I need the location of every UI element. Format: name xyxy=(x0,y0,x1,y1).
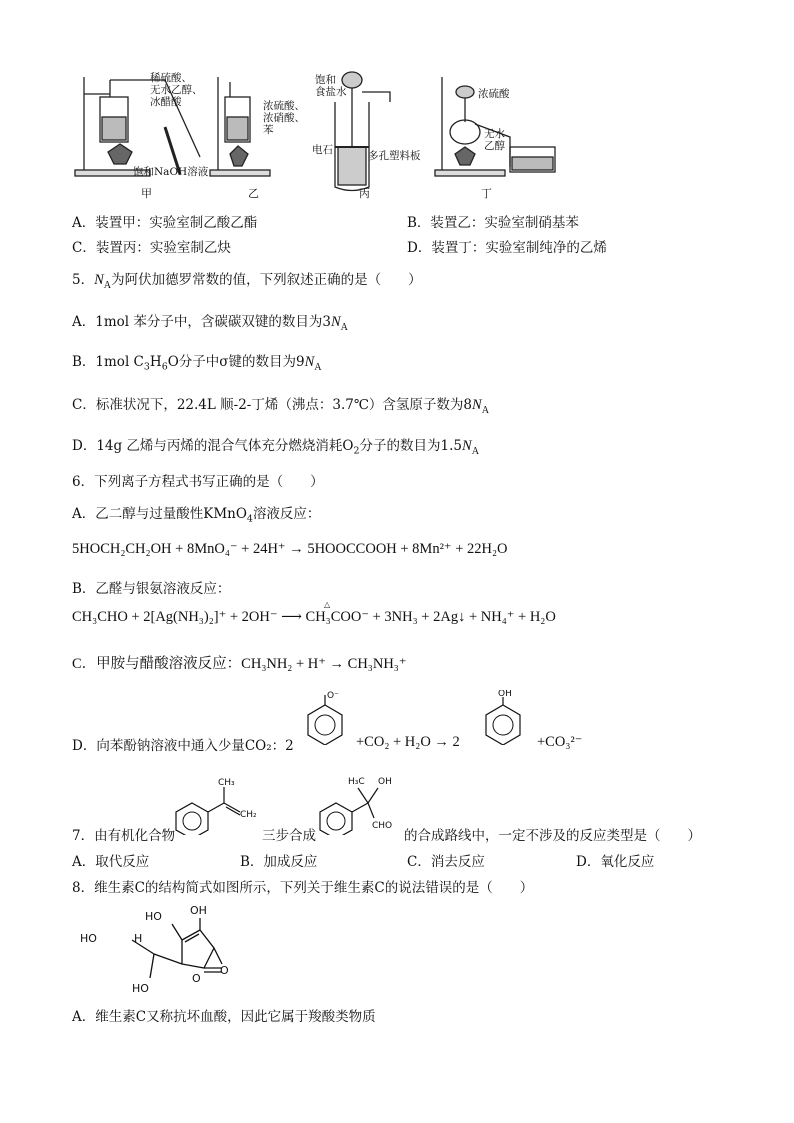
q8-stem: 8．维生素C的结构简式如图所示，下列关于维生素C的说法错误的是（ ） xyxy=(72,880,534,896)
q7-option-a: A．取代反应 xyxy=(72,854,150,870)
q5-stem: 5．$N_A$为阿伏加德罗常数的值，下列叙述正确的是（ ） xyxy=(72,272,422,291)
phenol-structure xyxy=(478,690,533,745)
q6-option-c: C．甲胺与醋酸溶液反应：CH₃NH₂ + H⁺ → CH₃NH₃⁺ xyxy=(72,656,407,672)
apparatus-ding-ethanol-label: 无水 乙醇 xyxy=(484,128,505,152)
svg-text:CHO: CHO xyxy=(372,821,393,831)
q4-option-d: D．装置丁：实验室制纯净的乙烯 xyxy=(407,240,607,256)
q6-option-b-label: B．乙醛与银氨溶液反应： xyxy=(72,581,231,597)
q8-option-a: A．维生素C又称抗坏血酸，因此它属于羧酸类物质 xyxy=(72,1009,376,1025)
caption-jia: 甲 xyxy=(141,187,152,200)
q4-option-a: A．装置甲：实验室制乙酸乙酯 xyxy=(72,215,258,231)
svg-text:H: H xyxy=(134,932,143,945)
q6-option-d-label: D．向苯酚钠溶液中通入少量CO₂：2 xyxy=(72,738,294,754)
svg-text:O: O xyxy=(220,964,229,977)
q5-stem-text: 为阿伏加德罗常数的值，下列叙述正确的是（ ） xyxy=(111,272,422,288)
q5-option-a: A．1mol 苯分子中，含碳碳双键的数目为$3N_A$ xyxy=(72,314,348,333)
apparatus-bing-right-label: 多孔塑料板 xyxy=(368,150,421,162)
apparatus-bing-left-label: 电石 xyxy=(312,144,333,156)
q6-option-d-mid: +CO₂ + H₂O → 2 xyxy=(356,734,460,750)
q7-stem-pre: 7．由有机化合物 xyxy=(72,828,176,844)
svg-text:CH₂: CH₂ xyxy=(240,810,257,820)
svg-text:O⁻: O⁻ xyxy=(327,691,339,701)
q4-option-c: C．装置丙：实验室制乙炔 xyxy=(72,240,231,256)
svg-text:HO: HO xyxy=(145,910,162,923)
q5-option-b-pre: B．1mol C xyxy=(72,354,144,370)
apparatus-yi-label: 浓硫酸、 浓硝酸、 苯 xyxy=(263,100,305,136)
apparatus-jia-label: 稀硫酸、 无水乙醇、 冰醋酸 xyxy=(150,72,203,108)
q5-option-d-pre: D．14g 乙烯与丙烯的混合气体充分燃烧消耗O xyxy=(72,438,354,454)
q7-stem-post: 的合成路线中，一定不涉及的反应类型是（ ） xyxy=(404,828,701,844)
svg-text:HO: HO xyxy=(80,932,97,945)
svg-text:HO: HO xyxy=(132,982,149,995)
svg-text:OH: OH xyxy=(190,904,207,917)
q7-option-d: D．氧化反应 xyxy=(576,854,655,870)
target-aldehyde-structure xyxy=(318,770,408,835)
apparatus-ding-acid-label: 浓硫酸 xyxy=(478,88,510,100)
q5-option-b-mid: O分子中σ键的数目为9 xyxy=(167,354,305,370)
q7-option-c: C．消去反应 xyxy=(407,854,485,870)
q5-option-d: D．14g 乙烯与丙烯的混合气体充分燃烧消耗$O_2$分子的数目为$1.5N_A$ xyxy=(72,438,479,457)
svg-text:CH₃: CH₃ xyxy=(218,778,235,788)
svg-text:OH: OH xyxy=(498,690,512,699)
q5-option-c-text: C．标准状况下，22.4L 顺-2-丁烯（沸点：3.7℃）含氢原子数为8 xyxy=(72,397,473,413)
q6-option-a-equation: 5HOCH₂CH₂OH + 8MnO₄⁻ + 24H⁺ → 5HOOCCOOH + 8Mn²⁺ + 22H₂O xyxy=(72,541,508,557)
caption-ding: 丁 xyxy=(481,187,492,200)
q6-option-b-equation: CH₃CHO + 2[Ag(NH₃)₂]⁺ + 2OH⁻ ⟶ CH₃COO⁻ + 3NH₃ + 2Ag↓ + NH₄⁺ + H₂O xyxy=(72,609,556,625)
alpha-methylstyrene-structure xyxy=(174,775,264,835)
apparatus-jia-bottom-label: 饱和NaOH溶液 xyxy=(133,166,209,178)
q4-option-b: B．装置乙：实验室制硝基苯 xyxy=(407,215,579,231)
q6-option-a-label: A．乙二醇与过量酸性KMnO$_4$溶液反应： xyxy=(72,506,321,525)
q6-option-a-label-text: A．乙二醇与过量酸性KMnO xyxy=(72,506,247,522)
svg-text:OH: OH xyxy=(378,777,392,787)
q7-stem-mid: 三步合成 xyxy=(262,828,316,844)
q5-option-a-text: A．1mol 苯分子中，含碳碳双键的数目为3 xyxy=(72,314,331,330)
q6-option-b-condition: △ xyxy=(324,600,331,609)
vitamin-c-structure xyxy=(72,900,232,995)
phenoxide-structure xyxy=(300,690,350,745)
q6-option-a-label-end: 溶液反应： xyxy=(252,506,321,522)
q5-option-c: C．标准状况下，22.4L 顺-2-丁烯（沸点：3.7℃）含氢原子数为$8N_A$ xyxy=(72,397,490,416)
q6-option-d-end: +CO₃²⁻ xyxy=(537,734,583,750)
q7-option-b: B．加成反应 xyxy=(240,854,318,870)
q5-option-b: B．1mol $C_3H_6O$分子中σ键的数目为$9N_A$ xyxy=(72,354,322,373)
caption-yi: 乙 xyxy=(248,187,259,200)
q5-option-d-post: 分子的数目为1.5 xyxy=(359,438,463,454)
q6-stem: 6．下列离子方程式书写正确的是（ ） xyxy=(72,474,324,490)
svg-text:O: O xyxy=(192,972,201,985)
svg-text:H₃C: H₃C xyxy=(348,777,365,787)
apparatus-bing-top-label: 饱和 食盐水 xyxy=(315,74,347,98)
caption-bing: 丙 xyxy=(359,187,370,200)
